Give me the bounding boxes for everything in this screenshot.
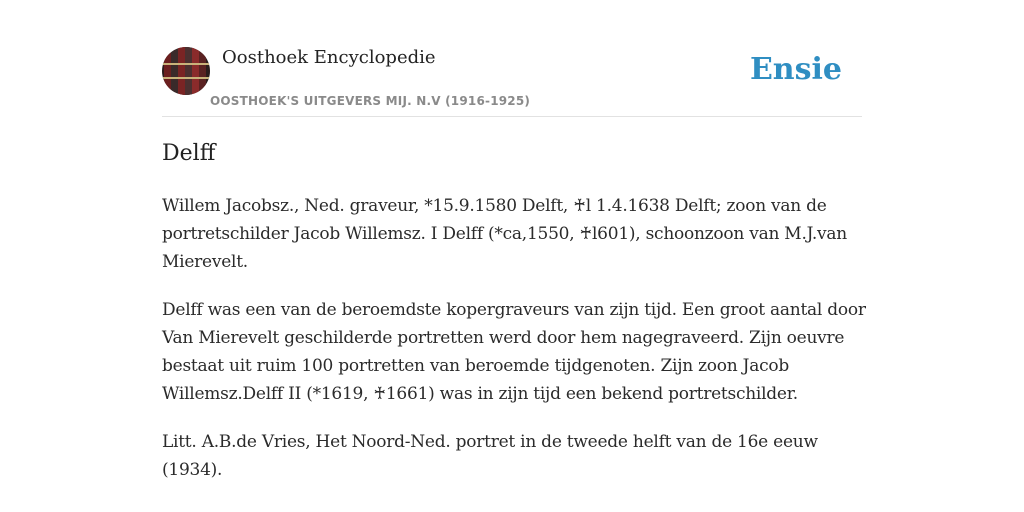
entry-paragraph: Delff was een van de beroemdste kopergraveurs van zijn tijd. Een groot aantal door Van Mierevelt geschilderde portretten werd door hem nagegraveerd. Zijn oeuvre bestaat uit ruim 100 portretten van beroemde tijdgenoten. Zijn zoon Jacob Willemsz.Delff II (*1619, ♰1661) was in zijn tijd een bekend portretschilder. xyxy=(162,300,866,404)
entry-content xyxy=(162,138,866,504)
entry-paragraph: Willem Jacobsz., Ned. graveur, *15.9.1580 Delft, ♰l 1.4.1638 Delft; zoon van de portretschilder Jacob Willemsz. I Delff (*ca,1550, ♰l601), schoonzoon van M.J.van Mierevelt. xyxy=(162,196,847,272)
ensie-logo[interactable]: Ensie xyxy=(749,52,842,87)
publisher-subtitle: OOSTHOEK'S UITGEVERS MIJ. N.V (1916-1925) xyxy=(210,94,531,108)
literature-reference: Litt. A.B.de Vries, Het Noord-Ned. portret in de tweede helft van de 16e eeuw (1934). xyxy=(162,432,818,480)
entry-title: Delff xyxy=(162,141,216,166)
site-title[interactable]: Oosthoek Encyclopedie xyxy=(222,47,436,68)
site-header xyxy=(162,44,862,117)
encyclopedia-books-icon[interactable] xyxy=(162,47,210,95)
